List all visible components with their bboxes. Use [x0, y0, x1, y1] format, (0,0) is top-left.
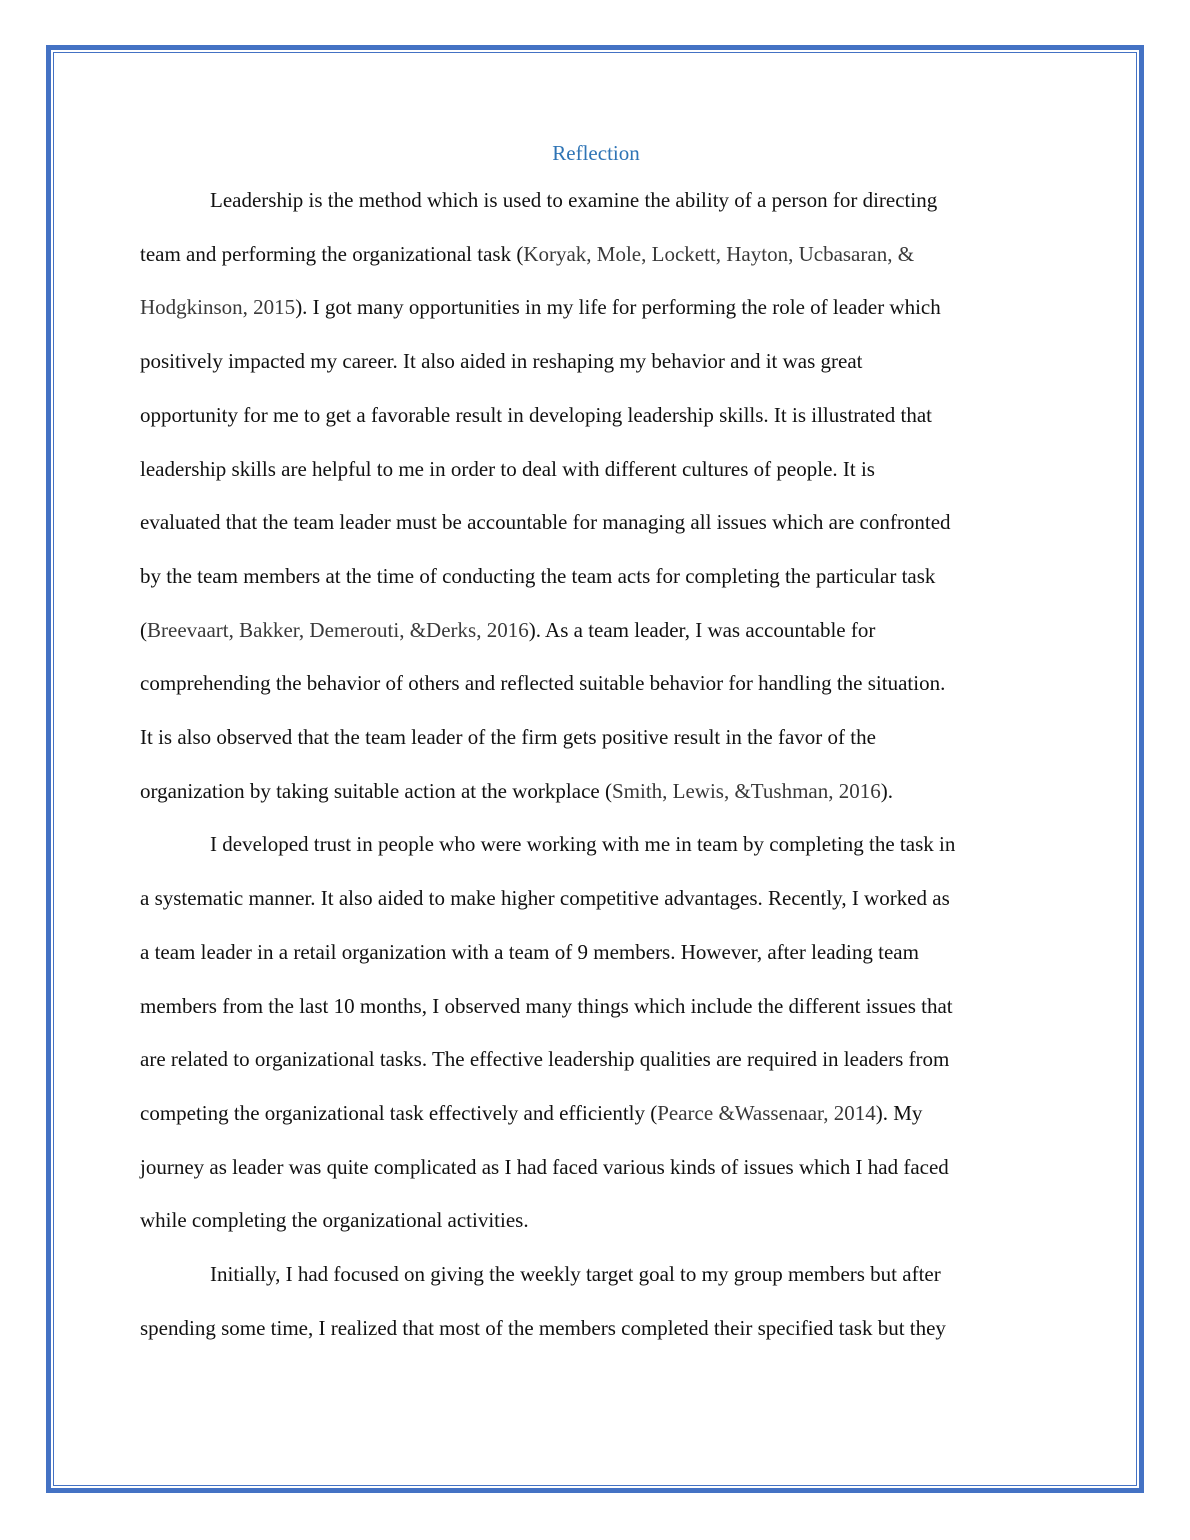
document-title: Reflection [552, 141, 640, 165]
text-segment: team and performing the organizational task ( [140, 241, 524, 266]
text-line [140, 818, 1052, 872]
text-line [140, 1194, 1052, 1248]
text-line [140, 496, 1052, 550]
text-segment: competing the organizational task effectively and efficiently ( [140, 1100, 658, 1125]
text-segment: spending some time, I realized that most of the members completed their specified task but they [140, 1315, 946, 1340]
text-line [140, 980, 1052, 1034]
text-line [140, 1087, 1052, 1141]
paragraph-3 [140, 1248, 1052, 1355]
text-segment: ). As a team leader, I was accountable for [528, 617, 876, 642]
text-segment: Leadership is the method which is used to examine the ability of a person for directing [210, 188, 938, 212]
text-segment: a systematic manner. It also aided to make higher competitive advantages. Recently, I worked as [140, 886, 950, 911]
text-segment: evaluated that the team leader must be accountable for managing all issues which are confronted [140, 510, 951, 535]
text-segment: ). I got many opportunities in my life for performing the role of leader which [295, 295, 941, 320]
text-line [140, 389, 1052, 443]
text-segment: are related to organizational tasks. The effective leadership qualities are required in leaders from [140, 1047, 950, 1072]
text-segment: a team leader in a retail organization with a team of 9 members. However, after leading team [140, 939, 919, 964]
text-segment: ( [140, 617, 147, 642]
text-segment: comprehending the behavior of others and reflected suitable behavior for handling the situation. [140, 671, 946, 696]
text-segment: members from the last 10 months, I observed many things which include the different issues that [140, 993, 953, 1018]
document-body [140, 134, 1052, 1355]
text-segment: opportunity for me to get a favorable result in developing leadership skills. It is illustrated that [140, 402, 932, 427]
text-segment: by the team members at the time of conducting the team acts for completing the particular task [140, 563, 936, 588]
text-line [140, 1033, 1052, 1087]
text-segment: leadership skills are helpful to me in order to deal with different cultures of people. It is [140, 456, 875, 481]
text-segment: It is also observed that the team leader of the firm gets positive result in the favor of the [140, 725, 876, 750]
text-line [140, 872, 1052, 926]
text-line [140, 1248, 1052, 1302]
text-segment: Initially, I had focused on giving the weekly target goal to my group members but after [210, 1262, 941, 1287]
text-segment: positively impacted my career. It also aided in reshaping my behavior and it was great [140, 349, 863, 374]
text-line [140, 926, 1052, 980]
citation: Hodgkinson, 2015 [140, 295, 296, 320]
text-segment: while completing the organizational activities. [140, 1208, 529, 1233]
text-segment: I developed trust in people who were working with me in team by completing the task in [210, 832, 956, 857]
citation: Breevaart, Bakker, Demerouti, &Derks, 2016 [147, 617, 529, 642]
paragraph-2 [140, 818, 1052, 1248]
text-line [140, 1302, 1052, 1356]
text-segment: ). [880, 778, 893, 803]
text-line [140, 657, 1052, 711]
text-line [140, 550, 1052, 604]
text-segment: journey as leader was quite complicated as I had faced various kinds of issues which I had faced [140, 1154, 949, 1179]
paragraph-1 [140, 174, 1052, 818]
citation: Smith, Lewis, &Tushman, 2016 [611, 778, 881, 803]
text-line [140, 1141, 1052, 1195]
text-line [140, 604, 1052, 658]
text-line [140, 711, 1052, 765]
text-segment: ). My [875, 1100, 923, 1125]
text-segment: organization by taking suitable action at the workplace ( [140, 778, 612, 803]
text-line [140, 335, 1052, 389]
paragraphs-container [140, 174, 1052, 1355]
citation: Pearce &Wassenaar, 2014 [657, 1100, 876, 1125]
text-line [140, 228, 1052, 282]
text-line [140, 281, 1052, 335]
text-line [140, 443, 1052, 497]
text-line [140, 174, 1052, 228]
citation: Koryak, Mole, Lockett, Hayton, Ucbasaran, & [523, 241, 915, 266]
text-line [140, 765, 1052, 819]
